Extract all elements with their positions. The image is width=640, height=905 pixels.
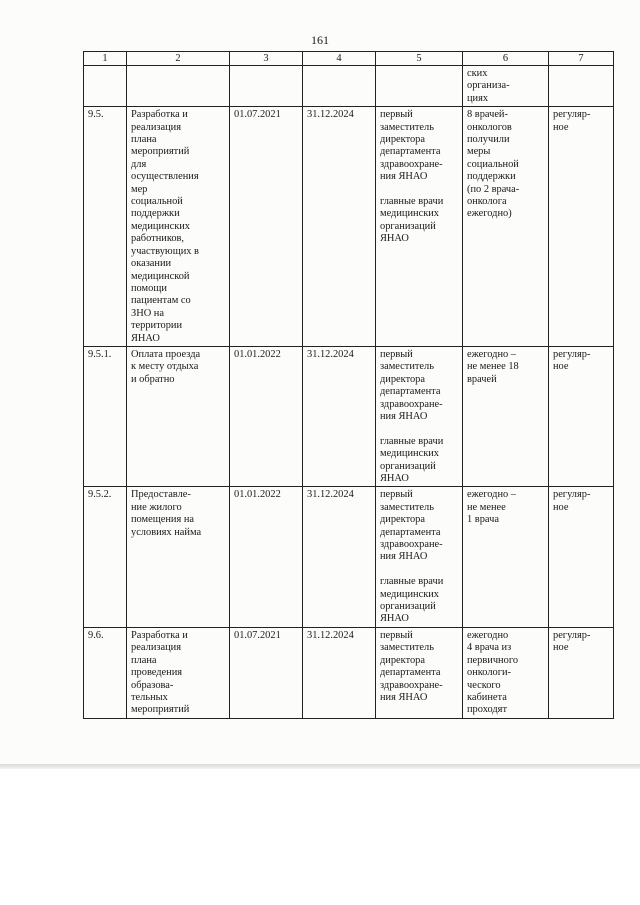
cell-end: 31.12.2024 — [303, 346, 376, 486]
cell-num: 9.5.2. — [84, 487, 127, 627]
cell-name: Разработка и реализация плана мероприятий для осуществления мер социальной поддержки медицинских работников, участвующих в оказании медицинской помощи пациентам со ЗНО на территории ЯНАО — [127, 107, 230, 347]
cell-name: Оплата проезда к месту отдыха и обратно — [127, 346, 230, 486]
cell-periodicity: регуляр- ное — [549, 107, 614, 347]
column-header: 2 — [127, 52, 230, 66]
table-row — [84, 107, 614, 347]
measures-table — [83, 51, 614, 719]
cell-start: 01.07.2021 — [230, 627, 303, 718]
column-header: 5 — [376, 52, 463, 66]
cell-name: Разработка и реализация плана проведения образова- тельных мероприятий — [127, 627, 230, 718]
cell-end: 31.12.2024 — [303, 107, 376, 347]
column-header: 4 — [303, 52, 376, 66]
cell-responsible: первый заместитель директора департамента здравоохране- ния ЯНАО главные врачи медицинских организаций ЯНАО — [376, 107, 463, 347]
column-header: 6 — [463, 52, 549, 66]
cell-end: 31.12.2024 — [303, 627, 376, 718]
cell-name — [127, 66, 230, 107]
table-row-continuation — [84, 66, 614, 107]
cell-start: 01.01.2022 — [230, 346, 303, 486]
cell-start — [230, 66, 303, 107]
column-header: 3 — [230, 52, 303, 66]
table-row — [84, 487, 614, 627]
cell-start: 01.07.2021 — [230, 107, 303, 347]
table-row — [84, 627, 614, 718]
cell-start: 01.01.2022 — [230, 487, 303, 627]
column-header: 1 — [84, 52, 127, 66]
cell-num: 9.6. — [84, 627, 127, 718]
cell-num: 9.5. — [84, 107, 127, 347]
cell-name: Предоставле- ние жилого помещения на условиях найма — [127, 487, 230, 627]
cell-periodicity: регуляр- ное — [549, 346, 614, 486]
cell-responsible: первый заместитель директора департамента здравоохране- ния ЯНАО главные врачи медицинских организаций ЯНАО — [376, 487, 463, 627]
column-header: 7 — [549, 52, 614, 66]
cell-indicator: 8 врачей- онкологов получили меры социальной поддержки (по 2 врача- онколога ежегодно) — [463, 107, 549, 347]
cell-responsible: первый заместитель директора департамента здравоохране- ния ЯНАО — [376, 627, 463, 718]
table-header-row — [84, 52, 614, 66]
cell-end: 31.12.2024 — [303, 487, 376, 627]
table-row — [84, 346, 614, 486]
cell-num — [84, 66, 127, 107]
cell-indicator: ежегодно – не менее 1 врача — [463, 487, 549, 627]
cell-num: 9.5.1. — [84, 346, 127, 486]
cell-responsible: первый заместитель директора департамента здравоохране- ния ЯНАО главные врачи медицинских организаций ЯНАО — [376, 346, 463, 486]
cell-indicator: ских организа- циях — [463, 66, 549, 107]
scan-edge — [0, 764, 640, 769]
page-number: 161 — [311, 33, 329, 47]
cell-indicator: ежегодно – не менее 18 врачей — [463, 346, 549, 486]
cell-periodicity — [549, 66, 614, 107]
cell-indicator: ежегодно 4 врача из первичного онкологи- ческого кабинета проходят — [463, 627, 549, 718]
cell-end — [303, 66, 376, 107]
cell-periodicity: регуляр- ное — [549, 487, 614, 627]
cell-periodicity: регуляр- ное — [549, 627, 614, 718]
cell-responsible — [376, 66, 463, 107]
